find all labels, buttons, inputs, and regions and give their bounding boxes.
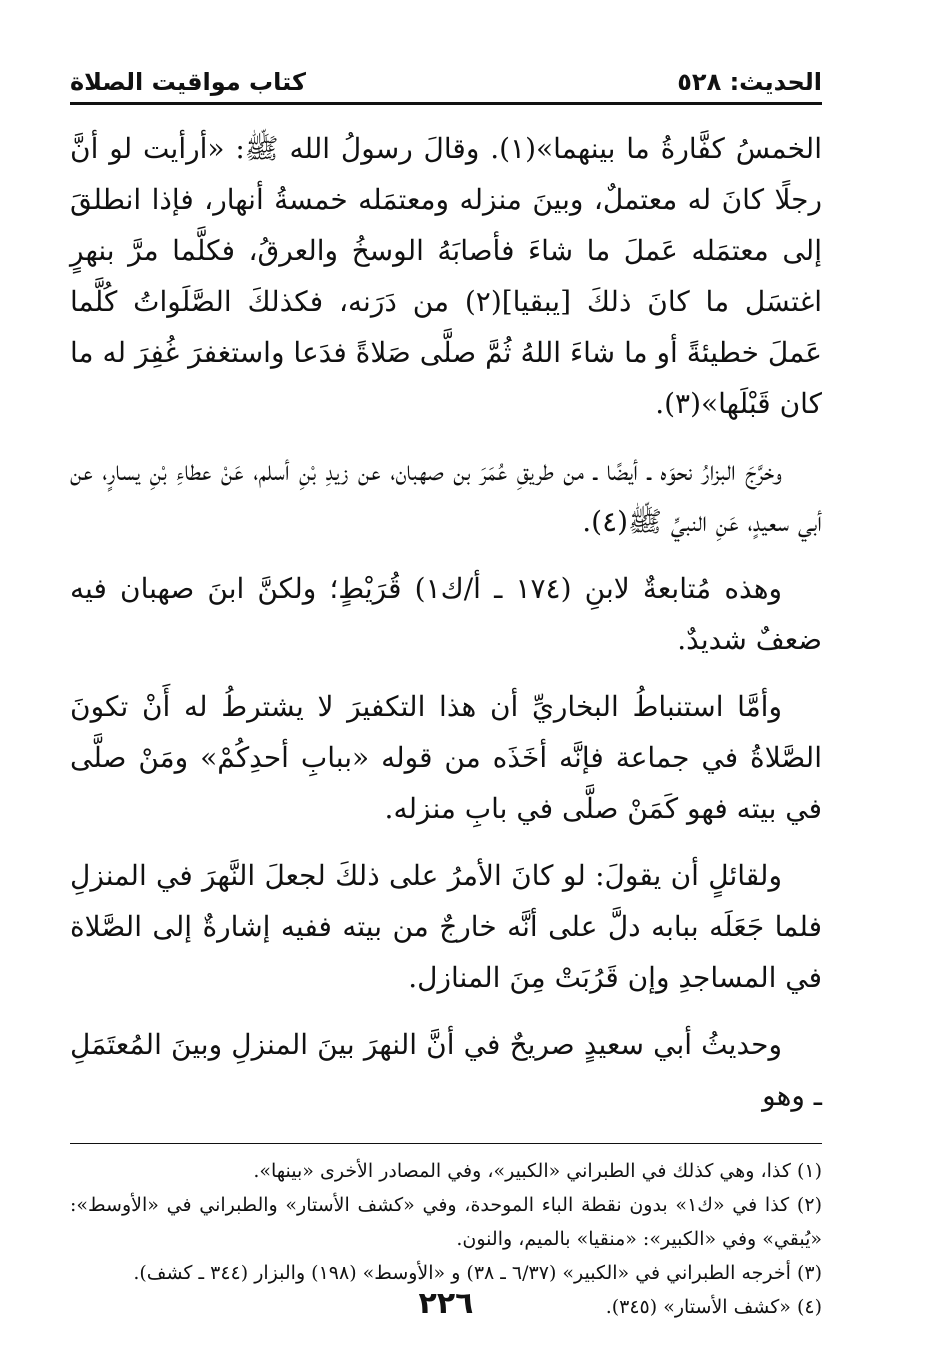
footnote: (٤) «كشف الأستار» (٣٤٥).	[605, 1296, 822, 1318]
page-number: ٢٢٦	[418, 1286, 474, 1321]
footnote-divider	[70, 1143, 822, 1144]
paragraph: وأمَّا استنباطُ البخاريِّ أن هذا التكفيرَ لا يشترطُ له أَنْ تكونَ الصَّلاةُ في جماعة فإنَّه أخَذَه من قوله «ببابِ أحدِكُمْ» ومَنْ صلَّى في بيته فهو كَمَنْ صلَّى في بابِ منزله.	[70, 690, 822, 825]
chapter-title: كتاب مواقيت الصلاة	[70, 68, 306, 96]
hadith-number: الحديث: ٥٢٨	[677, 68, 822, 96]
running-header	[70, 58, 822, 105]
paragraph: وهذه مُتابعةٌ لابنِ (١٧٤ ـ أ/ك١) قُرَيْطٍ؛ ولكنَّ ابنَ صهبان فيه ضعفٌ شديدٌ.	[70, 572, 822, 656]
paragraph: الخمسُ كفَّارةُ ما بينهما»(١). وقالَ رسولُ الله ﷺ: «أرأيت لو أنَّ رجلًا كانَ له معتملٌ، وبينَ منزله ومعتمَله خمسةُ أنهار، فإذا انطلقَ إلى معتمَله عَملَ ما شاءَ فأصابَهُ الوسخُ والعرقُ، فكلَّما مرَّ بنهرٍ اغتسَل ما كانَ ذلكَ [يبقيا](٢) من دَرَنه، فكذلكَ الصَّلَواتُ كُلَّما عَملَ خطيئةً أو ما شاءَ اللهُ ثُمَّ صلَّى صَلاةً فدَعا واستغفرَ غُفِرَ له ما كان قَبْلَها»(٣).	[70, 132, 822, 420]
paragraph: وخرَّجَ البزارُ نحوَه ـ أيضًا ـ من طريقِ عُمَرَ بن صهبان، عن زيدِ بْنِ أسلم، عَنْ عطاءِ بْنِ يسارٍ، عن أبي سعيدٍ، عَنِ النبيِّ ﷺ(٤).	[70, 454, 822, 538]
paragraph: ولقائلٍ أن يقولَ: لو كانَ الأمرُ على ذلكَ لجعلَ النَّهرَ في المنزلِ فلما جَعَلَه ببابه دلَّ على أنَّه خارجٌ من بيته ففيه إشارةٌ إلى الصَّلاة في المساجدِ وإن قَرُبَتْ مِنَ المنازل.	[70, 859, 822, 994]
main-text	[70, 123, 822, 1121]
book-page	[70, 58, 822, 1348]
footnote: (٣) أخرجه الطبراني في «الكبير» (٦/٣٧ ـ ٣٨) و «الأوسط» (١٩٨) والبزار (٣٤٤ ـ كشف).	[133, 1262, 822, 1284]
paragraph: وحديثُ أبي سعيدٍ صريحٌ في أنَّ النهرَ بينَ المنزلِ وبينَ المُعتَمَلِ ـ وهو	[70, 1028, 822, 1112]
footnote: (١) كذا، وهي كذلك في الطبراني «الكبير»، وفي المصادر الأخرى «بينها».	[253, 1160, 822, 1182]
footnote: (٢) كذا في «ك١» بدون نقطة الباء الموحدة، وفي «كشف الأستار» والطبراني في «الأوسط»: «يُبقي» وفي «الكبير»: «منقيا» بالميم، والنون.	[70, 1194, 822, 1250]
